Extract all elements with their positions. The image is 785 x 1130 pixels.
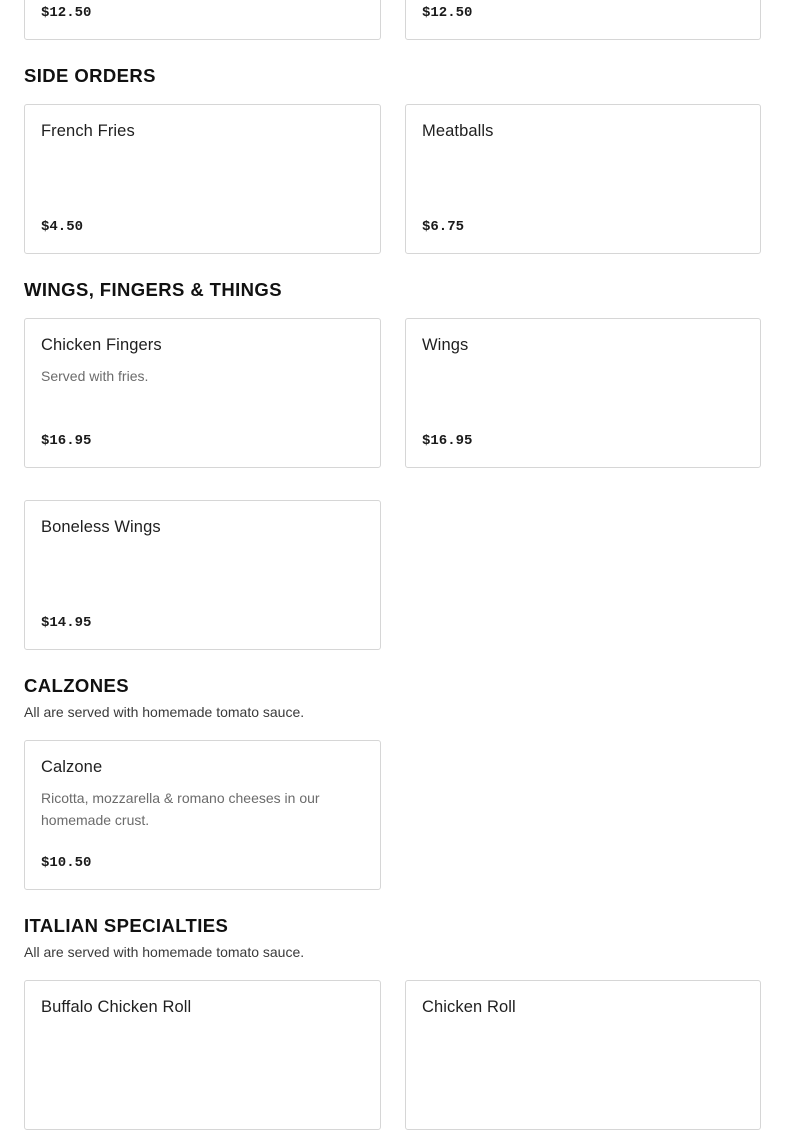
item-price: $14.95 (41, 615, 92, 631)
menu-item-buffalo-chicken-roll[interactable] (24, 980, 381, 1130)
item-name: Boneless Wings (41, 518, 161, 536)
section-title-side-orders: SIDE ORDERS (24, 65, 156, 86)
item-description: Ricotta, mozzarella & romano cheeses in our homemade crust. (41, 790, 320, 828)
menu-item-meatballs[interactable] (405, 104, 761, 254)
section-title-italian-specialties: ITALIAN SPECIALTIES (24, 915, 229, 936)
menu-item-card[interactable] (24, 0, 381, 40)
menu-item-calzone[interactable] (24, 740, 381, 890)
item-name: French Fries (41, 122, 135, 140)
item-name: Meatballs (422, 122, 494, 140)
item-price: $6.75 (422, 219, 465, 235)
item-price: $16.95 (41, 433, 92, 449)
menu-item-french-fries[interactable] (24, 104, 381, 254)
menu-item-card[interactable] (405, 0, 761, 40)
section-title-wings: WINGS, FINGERS & THINGS (24, 279, 282, 300)
item-name: Buffalo Chicken Roll (41, 998, 192, 1016)
section-note-italian-specialties: All are served with homemade tomato sauce. (24, 944, 305, 960)
item-name: Calzone (41, 758, 103, 776)
menu-item-chicken-fingers[interactable] (24, 318, 381, 468)
item-price: $12.50 (422, 5, 473, 21)
section-note-calzones: All are served with homemade tomato sauce. (24, 704, 305, 720)
menu-item-boneless-wings[interactable] (24, 500, 381, 650)
item-name: Chicken Roll (422, 998, 516, 1016)
menu-item-wings[interactable] (405, 318, 761, 468)
item-price: $12.50 (41, 5, 92, 21)
item-name: Chicken Fingers (41, 336, 162, 354)
item-name: Wings (422, 336, 469, 354)
menu-item-chicken-roll[interactable] (405, 980, 761, 1130)
section-title-calzones: CALZONES (24, 675, 129, 696)
item-description: Served with fries. (41, 368, 149, 384)
item-price: $16.95 (422, 433, 473, 449)
item-price: $4.50 (41, 219, 84, 235)
item-price: $10.50 (41, 855, 92, 871)
